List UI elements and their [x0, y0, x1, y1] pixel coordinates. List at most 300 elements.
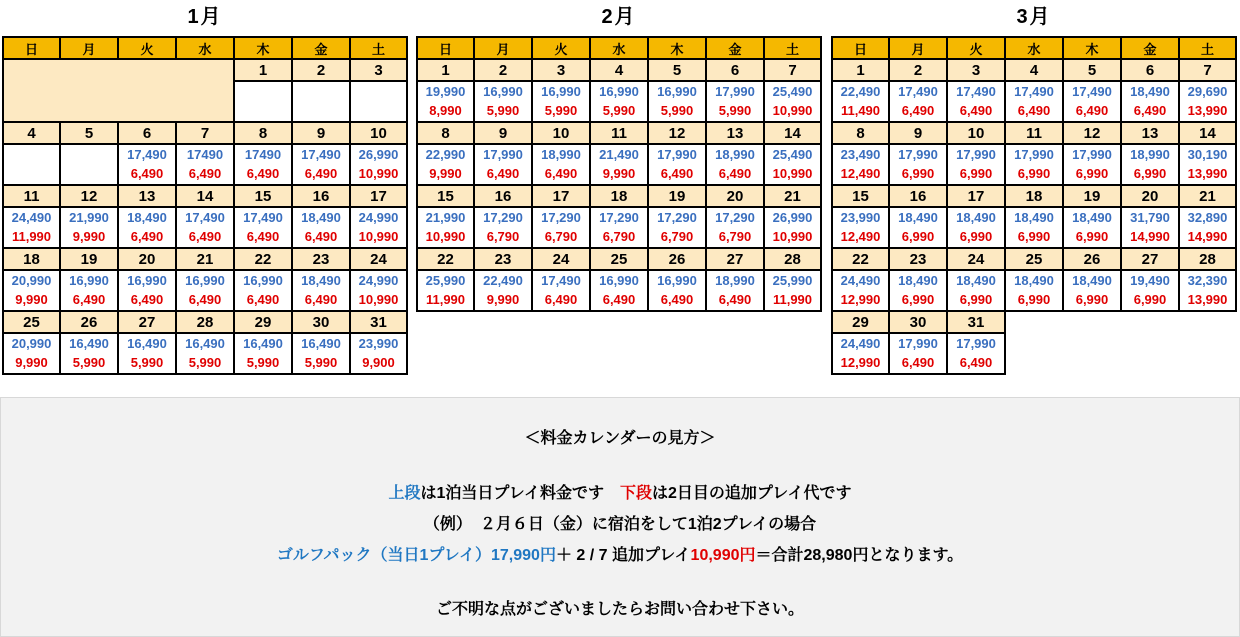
notes-contact: ご不明な点がございましたらお問い合わせ下さい。 [435, 601, 804, 618]
date-cell: 21 [1179, 185, 1236, 207]
price-cell [706, 144, 764, 185]
date-cell: 22 [417, 248, 474, 270]
price-upper: 23,490 [840, 147, 881, 162]
date-cell: 18 [3, 248, 60, 270]
price-cell [648, 207, 706, 248]
price-cell [292, 333, 350, 374]
date-cell: 19 [1063, 185, 1121, 207]
price-upper: 31,790 [1130, 210, 1170, 225]
date-cell: 26 [648, 248, 706, 270]
date-cell: 20 [118, 248, 176, 270]
price-lower: 10,990 [358, 166, 399, 181]
price-lower: 5,990 [188, 355, 222, 370]
date-cell: 11 [3, 185, 60, 207]
price-lower: 9,990 [602, 166, 636, 181]
date-cell: 22 [234, 248, 292, 270]
notes-line-3 [1, 542, 1239, 565]
date-cell: 8 [234, 122, 292, 144]
price-lower: 6,490 [959, 103, 993, 118]
date-cell: 3 [532, 59, 590, 81]
date-cell: 11 [590, 122, 648, 144]
price-lower: 6,990 [959, 166, 993, 181]
price-upper: 21,490 [599, 147, 639, 162]
weekday-cell: 月 [889, 37, 947, 59]
price-upper: 17,490 [243, 210, 283, 225]
price-upper: 23,990 [358, 336, 399, 351]
price-cell [532, 144, 590, 185]
price-upper: 25,490 [772, 84, 813, 99]
price-lower: 6,990 [1017, 292, 1051, 307]
date-cell: 12 [60, 185, 118, 207]
notes-line-2: （例） ２月６日（金）に宿泊をして1泊2プレイの場合 [423, 516, 817, 533]
price-cell [417, 144, 474, 185]
date-row [832, 248, 1236, 270]
date-row [3, 248, 407, 270]
price-upper: 17,490 [301, 147, 341, 162]
price-cell [1005, 207, 1063, 248]
price-upper: 21,990 [425, 210, 466, 225]
weekday-cell: 土 [764, 37, 821, 59]
price-cell [118, 144, 176, 185]
calendar-february [416, 0, 822, 312]
price-cell [706, 270, 764, 311]
date-row [832, 185, 1236, 207]
price-row [3, 333, 407, 374]
price-upper: 17,990 [956, 336, 996, 351]
weekday-cell: 火 [118, 37, 176, 59]
price-lower: 9,990 [72, 229, 106, 244]
price-lower: 10,990 [358, 292, 399, 307]
price-lower: 6,990 [1133, 292, 1167, 307]
price-cell [1179, 144, 1236, 185]
price-lower: 6,990 [1075, 166, 1109, 181]
price-lower: 8,990 [429, 103, 462, 118]
price-cell [1063, 270, 1121, 311]
date-cell: 5 [648, 59, 706, 81]
date-cell: 4 [3, 122, 60, 144]
date-cell: 2 [292, 59, 350, 81]
weekday-cell: 土 [1179, 37, 1236, 59]
price-upper: 16,990 [599, 84, 639, 99]
date-cell: 10 [350, 122, 407, 144]
price-lower: 9,990 [486, 292, 520, 307]
price-lower: 6,490 [304, 229, 338, 244]
price-cell [1063, 207, 1121, 248]
date-cell: 25 [3, 311, 60, 333]
date-cell: 15 [832, 185, 889, 207]
price-cell [118, 333, 176, 374]
price-upper: 16,490 [69, 336, 109, 351]
date-row [832, 311, 1236, 333]
extra-price: 10,990円 [690, 547, 756, 564]
lower-label: 下段 [620, 485, 653, 502]
price-lower: 6,490 [718, 292, 752, 307]
price-upper: 18,490 [898, 210, 938, 225]
date-cell: 5 [60, 122, 118, 144]
date-cell: 10 [947, 122, 1005, 144]
price-lower: 6,990 [1133, 166, 1167, 181]
price-cell [532, 207, 590, 248]
date-cell: 7 [764, 59, 821, 81]
price-cell [590, 81, 648, 122]
price-lower: 5,990 [130, 355, 164, 370]
price-upper: 18,490 [898, 273, 938, 288]
price-upper: 17,290 [599, 210, 639, 225]
date-row [3, 311, 407, 333]
price-upper: 16,990 [657, 84, 697, 99]
price-lower: 12,990 [840, 355, 881, 370]
upper-desc: は1泊当日プレイ料金です [420, 485, 620, 502]
price-upper: 19,990 [425, 84, 466, 99]
price-cell [474, 144, 532, 185]
price-upper: 18,490 [1014, 210, 1054, 225]
price-lower: 6,490 [188, 166, 222, 181]
date-cell: 19 [648, 185, 706, 207]
price-cell [3, 333, 60, 374]
price-lower: 6,990 [1075, 292, 1109, 307]
date-cell: 20 [1121, 185, 1179, 207]
price-lower: 6,490 [544, 166, 578, 181]
date-row [417, 59, 821, 81]
weekday-cell: 金 [292, 37, 350, 59]
price-lower: 13,990 [1187, 166, 1228, 181]
price-lower: 6,490 [72, 292, 106, 307]
price-row [3, 270, 407, 311]
price-lower: 9,990 [429, 166, 462, 181]
price-cell [706, 81, 764, 122]
price-row [832, 207, 1236, 248]
price-upper: 16,490 [185, 336, 225, 351]
date-cell: 16 [292, 185, 350, 207]
price-cell [947, 144, 1005, 185]
price-upper: 26,990 [772, 210, 813, 225]
price-cell [234, 81, 292, 122]
pack-label: ゴルフパック（当日1プレイ） [276, 547, 491, 564]
weekday-cell: 木 [234, 37, 292, 59]
price-upper: 16,490 [127, 336, 167, 351]
price-upper: 22,490 [483, 273, 523, 288]
price-cell [832, 81, 889, 122]
calendar-january [2, 0, 408, 375]
date-cell: 24 [947, 248, 1005, 270]
price-upper: 20,990 [11, 336, 52, 351]
price-lower: 5,990 [718, 103, 752, 118]
price-upper: 24,990 [358, 273, 399, 288]
price-lower: 6,990 [1017, 229, 1051, 244]
price-upper: 16,490 [243, 336, 283, 351]
price-upper: 18,990 [1130, 147, 1170, 162]
price-upper: 17,490 [541, 273, 581, 288]
price-upper: 18,490 [1072, 210, 1112, 225]
price-cell [1179, 81, 1236, 122]
lower-desc: は2日目の追加プレイ代です [652, 485, 852, 502]
price-row [832, 144, 1236, 185]
weekday-row [832, 37, 1236, 59]
price-upper: 16,990 [127, 273, 167, 288]
price-row [417, 144, 821, 185]
calendar-march [831, 0, 1237, 375]
price-row [417, 207, 821, 248]
weekday-cell: 日 [832, 37, 889, 59]
price-cell [3, 270, 60, 311]
price-upper: 18,990 [541, 147, 581, 162]
price-row [3, 144, 407, 185]
price-cell [292, 207, 350, 248]
date-cell: 31 [947, 311, 1005, 333]
price-lower: 6,490 [246, 166, 280, 181]
notes-line-1 [1, 480, 1239, 503]
price-cell [234, 270, 292, 311]
date-cell: 26 [1063, 248, 1121, 270]
price-lower: 6,790 [602, 229, 636, 244]
price-cell [176, 333, 234, 374]
date-row [832, 122, 1236, 144]
price-cell [832, 207, 889, 248]
date-cell: 1 [417, 59, 474, 81]
date-cell: 1 [832, 59, 889, 81]
date-cell: 25 [1005, 248, 1063, 270]
weekday-row [417, 37, 821, 59]
price-upper: 21,990 [69, 210, 109, 225]
price-cell [532, 81, 590, 122]
date-cell: 28 [176, 311, 234, 333]
empty-cell [3, 59, 234, 122]
price-cell [889, 270, 947, 311]
date-cell: 17 [350, 185, 407, 207]
date-cell: 12 [648, 122, 706, 144]
price-upper: 16,990 [599, 273, 639, 288]
price-cell [947, 270, 1005, 311]
price-row [832, 270, 1236, 311]
price-lower: 6,490 [1133, 103, 1167, 118]
price-upper: 22,490 [840, 84, 881, 99]
price-cell [947, 333, 1005, 374]
price-lower: 10,990 [358, 229, 399, 244]
price-upper: 18,490 [301, 273, 341, 288]
price-cell [1121, 270, 1179, 311]
price-upper: 16,990 [69, 273, 109, 288]
price-upper: 17,490 [956, 84, 996, 99]
price-cell [532, 270, 590, 311]
date-cell: 8 [417, 122, 474, 144]
month-title: 3月 [1016, 6, 1052, 28]
weekday-cell: 月 [60, 37, 118, 59]
month-title: 1月 [187, 6, 223, 28]
price-cell [1179, 207, 1236, 248]
date-cell: 13 [1121, 122, 1179, 144]
date-cell: 17 [532, 185, 590, 207]
price-cell [1063, 144, 1121, 185]
date-cell: 31 [350, 311, 407, 333]
price-upper: 23,990 [840, 210, 881, 225]
date-cell: 28 [764, 248, 821, 270]
weekday-cell: 日 [417, 37, 474, 59]
price-upper: 17,990 [956, 147, 996, 162]
date-cell: 17 [947, 185, 1005, 207]
price-cell [1121, 144, 1179, 185]
price-cell [832, 144, 889, 185]
price-lower: 10,990 [772, 103, 813, 118]
weekday-cell: 水 [590, 37, 648, 59]
price-lower: 6,490 [130, 229, 164, 244]
price-upper: 16,990 [243, 273, 283, 288]
weekday-cell: 火 [532, 37, 590, 59]
date-cell: 30 [889, 311, 947, 333]
price-upper: 16,990 [657, 273, 697, 288]
price-cell [648, 144, 706, 185]
price-lower: 10,990 [425, 229, 466, 244]
price-cell [947, 207, 1005, 248]
date-cell: 22 [832, 248, 889, 270]
price-cell [1005, 270, 1063, 311]
price-upper: 22,990 [425, 147, 466, 162]
price-lower: 5,990 [486, 103, 520, 118]
date-cell: 14 [764, 122, 821, 144]
date-cell: 30 [292, 311, 350, 333]
price-lower: 6,990 [959, 292, 993, 307]
price-cell [350, 207, 407, 248]
price-lower: 6,990 [1017, 166, 1051, 181]
price-lower: 6,490 [246, 292, 280, 307]
price-cell [60, 270, 118, 311]
price-cell [648, 270, 706, 311]
price-lower: 6,490 [660, 166, 694, 181]
date-cell: 6 [706, 59, 764, 81]
price-upper: 16,490 [301, 336, 341, 351]
price-upper: 18,490 [1130, 84, 1170, 99]
weekday-row [3, 37, 407, 59]
price-lower: 6,990 [901, 229, 935, 244]
price-cell [417, 270, 474, 311]
price-cell [60, 333, 118, 374]
date-cell: 3 [350, 59, 407, 81]
date-cell: 7 [1179, 59, 1236, 81]
date-row [3, 185, 407, 207]
price-cell [832, 333, 889, 374]
weekday-cell: 金 [1121, 37, 1179, 59]
price-cell [706, 207, 764, 248]
price-cell [60, 207, 118, 248]
price-upper: 26,990 [358, 147, 399, 162]
price-cell [1179, 270, 1236, 311]
price-cell [417, 207, 474, 248]
date-cell: 10 [532, 122, 590, 144]
date-cell: 4 [590, 59, 648, 81]
price-upper: 18,490 [1072, 273, 1112, 288]
date-cell: 2 [889, 59, 947, 81]
price-upper: 17,990 [898, 147, 938, 162]
date-cell: 21 [176, 248, 234, 270]
price-upper: 18,990 [715, 273, 755, 288]
price-cell [474, 81, 532, 122]
date-cell: 24 [350, 248, 407, 270]
price-lower: 6,990 [1075, 229, 1109, 244]
weekday-cell: 木 [1063, 37, 1121, 59]
price-lower: 11,990 [11, 229, 52, 244]
price-upper: 25,490 [772, 147, 813, 162]
price-lower: 5,990 [246, 355, 280, 370]
price-lower: 12,490 [840, 166, 881, 181]
price-lower: 6,490 [901, 355, 935, 370]
date-row [832, 59, 1236, 81]
weekday-cell: 土 [350, 37, 407, 59]
date-cell: 8 [832, 122, 889, 144]
price-cell [889, 207, 947, 248]
price-cell [118, 207, 176, 248]
date-cell: 21 [764, 185, 821, 207]
date-row [3, 122, 407, 144]
price-cell [292, 144, 350, 185]
price-upper: 17,990 [483, 147, 523, 162]
price-lower: 6,790 [486, 229, 520, 244]
date-cell: 18 [590, 185, 648, 207]
price-cell [118, 270, 176, 311]
date-cell: 1 [234, 59, 292, 81]
date-cell: 4 [1005, 59, 1063, 81]
price-upper: 24,990 [358, 210, 399, 225]
price-cell [764, 207, 821, 248]
price-upper: 16,990 [541, 84, 581, 99]
price-lower: 6,790 [544, 229, 578, 244]
date-row [3, 59, 407, 81]
price-cell [3, 144, 60, 185]
date-cell: 23 [292, 248, 350, 270]
date-cell: 29 [234, 311, 292, 333]
date-cell: 27 [118, 311, 176, 333]
price-lower: 6,990 [901, 166, 935, 181]
price-upper: 29,690 [1187, 84, 1228, 99]
price-lower: 9,900 [362, 355, 395, 370]
date-cell: 24 [532, 248, 590, 270]
price-upper: 17,290 [541, 210, 581, 225]
weekday-cell: 火 [947, 37, 1005, 59]
price-upper: 25,990 [425, 273, 466, 288]
weekday-cell: 木 [648, 37, 706, 59]
price-lower: 6,990 [959, 229, 993, 244]
price-upper: 32,390 [1187, 273, 1228, 288]
price-upper: 25,990 [772, 273, 813, 288]
price-lower: 13,990 [1187, 292, 1228, 307]
extra-label: ＋ 2 / 7 追加プレイ [555, 547, 691, 564]
price-lower: 11,990 [772, 292, 813, 307]
price-cell [947, 81, 1005, 122]
price-cell [176, 144, 234, 185]
price-cell [3, 207, 60, 248]
date-cell: 9 [474, 122, 532, 144]
price-upper: 24,490 [840, 336, 881, 351]
price-row [3, 207, 407, 248]
price-lower: 6,490 [959, 355, 993, 370]
price-cell [292, 81, 350, 122]
price-lower: 6,490 [304, 166, 338, 181]
date-cell: 5 [1063, 59, 1121, 81]
date-cell: 6 [1121, 59, 1179, 81]
date-cell: 23 [474, 248, 532, 270]
price-cell [176, 207, 234, 248]
price-lower: 12,490 [840, 229, 881, 244]
price-upper: 17,990 [1072, 147, 1112, 162]
price-cell [350, 333, 407, 374]
price-upper: 17,490 [127, 147, 167, 162]
price-lower: 5,990 [660, 103, 694, 118]
price-lower: 14,990 [1187, 229, 1228, 244]
total-text: ＝合計28,980円となります。 [755, 547, 964, 564]
price-cell [889, 333, 947, 374]
price-cell [474, 270, 532, 311]
price-lower: 9,990 [15, 355, 48, 370]
price-upper: 17,990 [1014, 147, 1054, 162]
price-cell [764, 144, 821, 185]
